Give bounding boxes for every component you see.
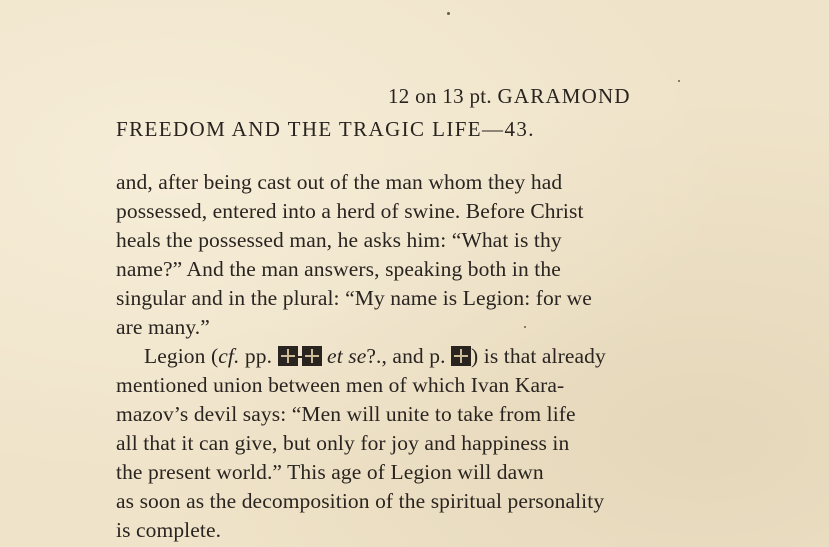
body-text bbox=[116, 168, 706, 545]
text-fragment: Legion ( bbox=[144, 344, 219, 368]
type-size: 12 on 13 pt. bbox=[388, 84, 492, 108]
running-heading: FREEDOM AND THE TRAGIC LIFE—43. bbox=[116, 117, 535, 141]
text-fragment: ) is that already bbox=[471, 344, 606, 368]
text-fragment: ?., and p. bbox=[366, 344, 452, 368]
paper-speck bbox=[524, 326, 526, 328]
text-line: name?” And the man answers, speaking both in the bbox=[116, 257, 561, 281]
paper-speck bbox=[678, 80, 680, 82]
text-line: mentioned union between men of which Ivan Kara- bbox=[116, 373, 565, 397]
type-spec-note bbox=[388, 84, 631, 109]
page-ref-placeholder-icon bbox=[451, 346, 471, 366]
text-line: singular and in the plural: “My name is Legion: for we bbox=[116, 286, 592, 310]
text-line: the present world.” This age of Legion will dawn bbox=[116, 460, 544, 484]
paper-speck bbox=[447, 12, 450, 15]
type-font: GARAMOND bbox=[497, 84, 631, 108]
text-line: possessed, entered into a herd of swine. Before Christ bbox=[116, 199, 584, 223]
text-line: is complete. bbox=[116, 518, 222, 542]
text-line: as soon as the decomposition of the spiritual personality bbox=[116, 489, 605, 513]
text-line: mazov’s devil says: “Men will unite to take from life bbox=[116, 402, 576, 426]
paragraph-start-line bbox=[116, 342, 706, 371]
text-fragment: pp. bbox=[239, 344, 278, 368]
cf-abbrev: cf. bbox=[218, 344, 240, 368]
page-ref-placeholder-icon bbox=[278, 346, 298, 366]
text-line: are many.” bbox=[116, 315, 210, 339]
text-line: heals the possessed man, he asks him: “What is thy bbox=[116, 228, 562, 252]
text-line: all that it can give, but only for joy and happiness in bbox=[116, 431, 570, 455]
page-ref-placeholder-icon bbox=[302, 346, 322, 366]
et-seq-abbrev: et se bbox=[327, 344, 367, 368]
text-line: and, after being cast out of the man whom they had bbox=[116, 170, 563, 194]
